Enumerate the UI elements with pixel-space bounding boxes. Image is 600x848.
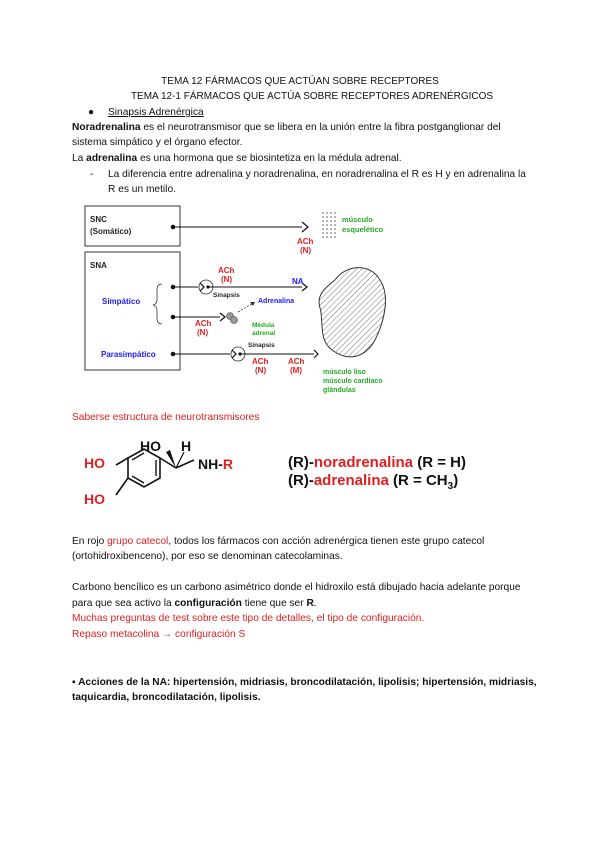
sna-label: SNA <box>90 261 107 270</box>
adrenalina-label: Adrenalina <box>258 298 295 305</box>
paragraph-text: , todos los fármacos con acción adrenérgica tienen este grupo catecol <box>168 536 485 547</box>
section-title: Sinapsis Adrenérgica <box>108 107 204 118</box>
paragraph-text: para que sea activo la <box>72 598 175 609</box>
somatic-terminal <box>302 222 308 232</box>
paragraph-text: tiene que ser <box>241 598 307 609</box>
paragraph-text: . <box>313 598 317 609</box>
carbono-line-1: Carbono bencílico es un carbono asimétrico donde el hidroxilo está dibujado hacia adelante porque <box>72 582 521 593</box>
paragraph-text: es el neurotransmisor que se libera en la unión entre la fibra postganglionar del <box>140 122 501 133</box>
sinapsis-label: Sinapsis <box>248 342 275 349</box>
acciones-line-1: ▪ Acciones de la NA: hipertensión, midriasis, broncodilatación, lipolisis; hipertensión, midriasis, <box>72 677 537 688</box>
ho-group: HO <box>140 438 161 454</box>
r-prefix: (R)- <box>288 454 314 471</box>
n-label: (N) <box>255 366 267 375</box>
title-2: TEMA 12-1 FÁRMACOS QUE ACTÚA SOBRE RECEPTORES ADRENÉRGICOS <box>130 91 494 102</box>
r-term: R <box>306 598 314 609</box>
ach-label: ACh <box>297 237 314 246</box>
n-label: (N) <box>221 275 233 284</box>
noradrenalina-formula <box>288 454 466 471</box>
sinapsis-label: Sinapsis <box>213 292 240 299</box>
subscript: 3 <box>447 481 454 492</box>
carbono-line-4: Repaso metacolina → configuración S <box>72 629 246 640</box>
nervous-system-diagram <box>80 200 420 400</box>
configuracion-term: configuración <box>174 598 242 609</box>
catecol-term: grupo catecol <box>107 536 169 547</box>
catecol-line-2: (ortohidroxibenceno), por eso se denominan catecolaminas. <box>72 551 343 562</box>
parasimpatico-label: Parasimpático <box>101 350 156 359</box>
adrenal-label: adrenal <box>252 330 276 337</box>
catecol-line-1 <box>72 534 484 549</box>
dash-marker: - <box>90 169 94 180</box>
h-atom: H <box>181 438 192 454</box>
adrenalina-term: adrenalina <box>86 153 138 164</box>
paragraph-noradrenalina <box>72 120 501 135</box>
na-label: NA <box>292 277 304 286</box>
ach-label: ACh <box>288 357 305 366</box>
ach-label: ACh <box>252 357 269 366</box>
liso-label: músculo liso <box>323 369 366 376</box>
paragraph-line: La diferencia entre adrenalina y noradrenalina, en noradrenalina el R es H y en adrenalina la <box>108 169 526 180</box>
noradrenalina-term: Noradrenalina <box>72 122 141 133</box>
structure-heading: Saberse estructura de neurotransmisores <box>72 412 260 423</box>
medula-label: Médula <box>252 322 275 329</box>
r-value: (R = H) <box>413 454 466 471</box>
cardiaco-label: músculo cardíaco <box>323 378 383 385</box>
bullet-dot-icon: ● <box>88 107 95 118</box>
ho-group: HO <box>84 491 105 507</box>
ach-label: ACh <box>195 319 212 328</box>
adrenalina-name: adrenalina <box>313 472 389 489</box>
paragraph-text: La <box>72 153 87 164</box>
paragraph-text: es una hormona que se biosintetiza en la médula adrenal. <box>137 153 402 164</box>
paragraph-text: En rojo <box>72 536 108 547</box>
m-label: (M) <box>290 366 302 375</box>
n-label: (N) <box>197 328 209 337</box>
paragraph-adrenalina <box>72 151 402 166</box>
r-close: ) <box>453 472 459 489</box>
carbono-line-2 <box>72 596 317 611</box>
catecholamine-structure <box>80 438 280 518</box>
r-prefix: (R)- <box>288 472 314 489</box>
paragraph-line: sistema simpático y el órgano efector. <box>72 137 243 148</box>
skeletal-muscle <box>323 212 335 240</box>
n-label: (N) <box>300 246 312 255</box>
paragraph-line: R es un metilo. <box>108 184 176 195</box>
simpatico-label: Simpático <box>102 297 141 306</box>
title-1: TEMA 12 FÁRMACOS QUE ACTÚAN SOBRE RECEPTORES <box>161 76 439 87</box>
snc-sublabel: (Somático) <box>90 227 132 236</box>
snc-label: SNC <box>90 215 107 224</box>
effector-organ <box>319 268 385 357</box>
noradrenalina-name: noradrenalina <box>313 454 414 471</box>
esqueletico-label: esquelético <box>342 225 384 234</box>
carbono-line-3: Muchas preguntas de test sobre este tipo de detalles, el tipo de configuración. <box>72 613 425 624</box>
sympathetic-brace <box>153 284 162 324</box>
adrenal-cell <box>231 317 238 324</box>
glandulas-label: glándulas <box>323 387 356 394</box>
adrenalina-formula <box>288 472 458 492</box>
acciones-line-2: taquicardia, broncodilatación, lipolisis. <box>72 692 261 703</box>
nh-group: NH-R <box>198 456 234 472</box>
r-value: (R = CH <box>388 472 448 489</box>
ach-label: ACh <box>218 266 235 275</box>
snc-box <box>85 206 180 246</box>
ho-group: HO <box>84 455 105 471</box>
musculo-label: músculo <box>342 215 373 224</box>
